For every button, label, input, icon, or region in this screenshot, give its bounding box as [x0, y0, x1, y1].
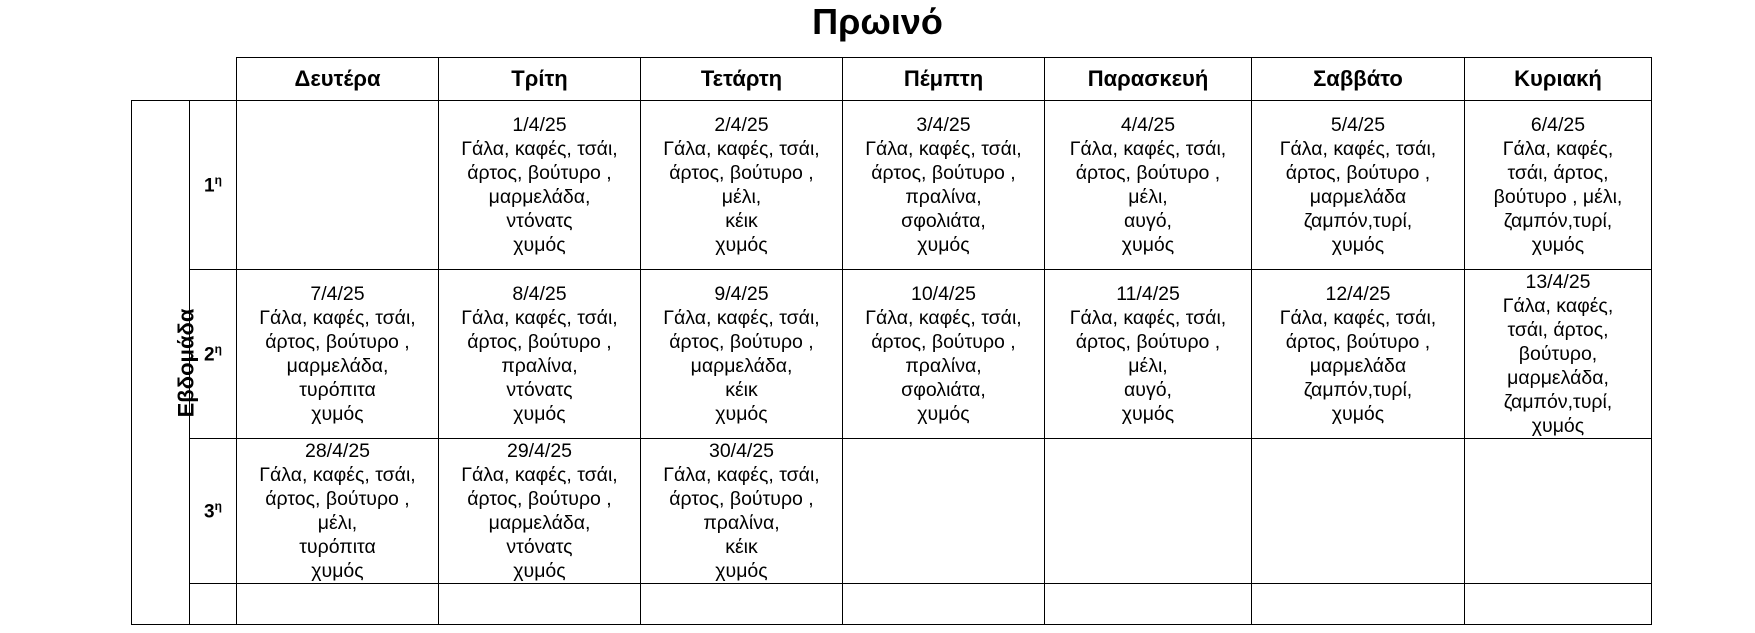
menu-item-line: χυμός — [917, 403, 970, 425]
menu-item-line: χυμός — [513, 234, 566, 256]
menu-item-line: τσάι, άρτος, — [1507, 162, 1609, 184]
week-row — [132, 584, 1652, 625]
menu-item-line: σφολιάτα, — [901, 210, 986, 232]
week-axis-label: Εβδομάδα — [173, 308, 199, 417]
menu-cell — [237, 270, 439, 439]
menu-date: 28/4/25 — [304, 440, 371, 462]
menu-item-line: Γάλα, καφές, — [1502, 295, 1614, 317]
week-row — [132, 101, 1652, 270]
menu-date: 12/4/25 — [1325, 283, 1391, 305]
menu-cell — [641, 584, 843, 625]
menu-item-line: Γάλα, καφές, τσάι, — [663, 138, 820, 160]
menu-item-line: μέλι, — [721, 186, 762, 208]
menu-cell — [641, 270, 843, 439]
menu-item-line: άρτος, βούτυρο , — [871, 331, 1016, 353]
menu-item-line: ζαμπόν,τυρί, — [1503, 391, 1613, 413]
menu-item-line: ντόνατς — [506, 210, 573, 232]
menu-item-line: ντόνατς — [506, 379, 573, 401]
menu-cell — [1252, 439, 1465, 584]
menu-cell — [1045, 270, 1252, 439]
menu-item-line: μέλι, — [1128, 186, 1168, 208]
week-number — [190, 584, 237, 625]
menu-item-line: Γάλα, καφές, τσάι, — [663, 464, 820, 486]
week-number-suffix: η — [214, 172, 222, 187]
menu-item-line: Γάλα, καφές, τσάι, — [663, 307, 820, 329]
menu-item-line: μαρμελάδα, — [488, 186, 591, 208]
menu-cell — [1465, 270, 1652, 439]
day-header: Κυριακή — [1465, 58, 1652, 101]
menu-item-line: μαρμελάδα — [1309, 186, 1407, 208]
menu-item-line: άρτος, βούτυρο , — [1285, 331, 1431, 353]
week-number — [190, 439, 237, 584]
menu-cell — [641, 101, 843, 270]
menu-item-line: τυρόπιτα — [299, 536, 376, 558]
menu-item-line: ζαμπόν,τυρί, — [1303, 210, 1413, 232]
menu-item-line: ζαμπόν,τυρί, — [1303, 379, 1413, 401]
menu-item-line: χυμός — [311, 403, 364, 425]
week-axis-label-cell — [132, 101, 199, 625]
menu-item-line: χυμός — [513, 560, 566, 582]
menu-item-line: άρτος, βούτυρο , — [467, 488, 612, 510]
menu-item-line: πραλίνα, — [905, 186, 982, 208]
week-number-value: 2 — [204, 344, 215, 366]
menu-item-line: σφολιάτα, — [901, 379, 986, 401]
week-number-value: 1 — [204, 175, 215, 197]
menu-cell — [843, 101, 1045, 270]
menu-item-line: Γάλα, καφές, τσάι, — [1279, 138, 1437, 160]
week-row — [132, 270, 1652, 439]
menu-cell — [439, 270, 641, 439]
menu-item-line: χυμός — [311, 560, 364, 582]
menu-item-line: πραλίνα, — [703, 512, 780, 534]
day-header: Δευτέρα — [237, 58, 439, 101]
day-header: Τρίτη — [439, 58, 641, 101]
menu-item-line: χυμός — [1331, 234, 1385, 256]
menu-cell — [1252, 270, 1465, 439]
menu-date: 2/4/25 — [714, 114, 769, 136]
menu-item-line: Γάλα, καφές, τσάι, — [865, 138, 1022, 160]
menu-cell — [641, 439, 843, 584]
menu-date: 11/4/25 — [1116, 283, 1180, 305]
menu-item-line: Γάλα, καφές, τσάι, — [865, 307, 1022, 329]
menu-item-line: άρτος, βούτυρο , — [669, 331, 814, 353]
menu-cell — [843, 270, 1045, 439]
menu-item-line: Γάλα, καφές, τσάι, — [461, 307, 618, 329]
menu-date: 13/4/25 — [1525, 271, 1591, 293]
menu-item-line: μαρμελάδα — [1309, 355, 1407, 377]
menu-item-line: άρτος, βούτυρο , — [265, 331, 410, 353]
menu-cell — [237, 439, 439, 584]
menu-cell — [439, 584, 641, 625]
menu-item-line: άρτος, βούτυρο , — [669, 488, 814, 510]
menu-cell — [843, 439, 1045, 584]
menu-item-line: άρτος, βούτυρο , — [265, 488, 410, 510]
menu-cell — [843, 584, 1045, 625]
menu-item-line: Γάλα, καφές, τσάι, — [259, 307, 416, 329]
menu-item-line: χυμός — [1121, 403, 1175, 425]
menu-cell — [1252, 584, 1465, 625]
menu-item-line: χυμός — [1331, 403, 1385, 425]
week-number-suffix: η — [214, 341, 222, 356]
menu-item-line: μέλι, — [317, 512, 358, 534]
day-header-row — [132, 58, 1652, 101]
menu-item-line: χυμός — [513, 403, 566, 425]
menu-date: 10/4/25 — [910, 283, 977, 305]
menu-date: 8/4/25 — [512, 283, 567, 305]
menu-item-line: άρτος, βούτυρο , — [1075, 162, 1221, 184]
menu-cell — [1045, 584, 1252, 625]
day-header: Παρασκευή — [1045, 58, 1252, 101]
menu-item-line: ζαμπόν,τυρί, — [1503, 210, 1613, 232]
menu-item-line: πραλίνα, — [905, 355, 982, 377]
menu-item-line: μαρμελάδα, — [286, 355, 389, 377]
week-number — [190, 101, 237, 270]
week-row — [132, 439, 1652, 584]
week-number-value: 3 — [204, 501, 215, 523]
menu-cell — [1465, 584, 1652, 625]
menu-item-line: Γάλα, καφές, — [1502, 138, 1614, 160]
page-title: Πρωινό — [812, 1, 943, 42]
menu-item-line: μαρμελάδα, — [488, 512, 591, 534]
menu-date: 30/4/25 — [708, 440, 775, 462]
menu-date: 7/4/25 — [310, 283, 365, 305]
menu-item-line: χυμός — [715, 403, 768, 425]
menu-cell — [1252, 101, 1465, 270]
menu-item-line: χυμός — [1531, 415, 1585, 437]
menu-item-line: τυρόπιτα — [299, 379, 376, 401]
menu-cell — [1045, 101, 1252, 270]
menu-item-line: μέλι, — [1128, 355, 1168, 377]
menu-cell — [1465, 101, 1652, 270]
menu-item-line: χυμός — [1121, 234, 1175, 256]
menu-item-line: άρτος, βούτυρο , — [871, 162, 1016, 184]
menu-date: 5/4/25 — [1330, 114, 1386, 136]
menu-item-line: Γάλα, καφές, τσάι, — [461, 464, 618, 486]
menu-cell — [1045, 439, 1252, 584]
menu-item-line: χυμός — [715, 234, 768, 256]
menu-item-line: αυγό, — [1124, 210, 1172, 232]
menu-date: 3/4/25 — [916, 114, 971, 136]
menu-item-line: Γάλα, καφές, τσάι, — [1069, 307, 1227, 329]
menu-date: 9/4/25 — [714, 283, 769, 305]
menu-cell — [1465, 439, 1652, 584]
menu-item-line: χυμός — [1531, 234, 1585, 256]
menu-item-line: βούτυρο, — [1518, 343, 1598, 365]
menu-item-line: άρτος, βούτυρο , — [669, 162, 814, 184]
menu-item-line: χυμός — [715, 560, 768, 582]
menu-item-line: βούτυρο , μέλι, — [1493, 186, 1623, 208]
menu-item-line: Γάλα, καφές, τσάι, — [1279, 307, 1437, 329]
menu-cell — [237, 101, 439, 270]
menu-item-line: κέικ — [725, 379, 758, 401]
menu-item-line: άρτος, βούτυρο , — [467, 331, 612, 353]
menu-cell — [439, 101, 641, 270]
menu-item-line: πραλίνα, — [501, 355, 578, 377]
day-header: Σαββάτο — [1252, 58, 1465, 101]
menu-item-line: άρτος, βούτυρο , — [1075, 331, 1221, 353]
menu-cell — [237, 584, 439, 625]
week-number-suffix: η — [214, 498, 222, 513]
menu-date: 4/4/25 — [1120, 114, 1176, 136]
menu-cell — [439, 439, 641, 584]
menu-item-line: μαρμελάδα, — [690, 355, 793, 377]
menu-item-line: αυγό, — [1124, 379, 1172, 401]
menu-item-line: Γάλα, καφές, τσάι, — [259, 464, 416, 486]
day-header: Πέμπτη — [843, 58, 1045, 101]
menu-item-line: κέικ — [725, 210, 758, 232]
blank-corner — [132, 58, 237, 101]
menu-item-line: άρτος, βούτυρο , — [1285, 162, 1431, 184]
day-header: Τετάρτη — [641, 58, 843, 101]
menu-date: 29/4/25 — [506, 440, 573, 462]
menu-item-line: άρτος, βούτυρο , — [467, 162, 612, 184]
menu-item-line: χυμός — [917, 234, 970, 256]
menu-date: 1/4/25 — [512, 114, 567, 136]
menu-item-line: ντόνατς — [506, 536, 573, 558]
menu-date: 6/4/25 — [1530, 114, 1586, 136]
menu-item-line: κέικ — [725, 536, 758, 558]
breakfast-menu-table — [131, 57, 1652, 625]
menu-item-line: μαρμελάδα, — [1507, 367, 1609, 389]
menu-item-line: Γάλα, καφές, τσάι, — [461, 138, 618, 160]
menu-item-line: Γάλα, καφές, τσάι, — [1069, 138, 1227, 160]
menu-item-line: τσάι, άρτος, — [1507, 319, 1609, 341]
